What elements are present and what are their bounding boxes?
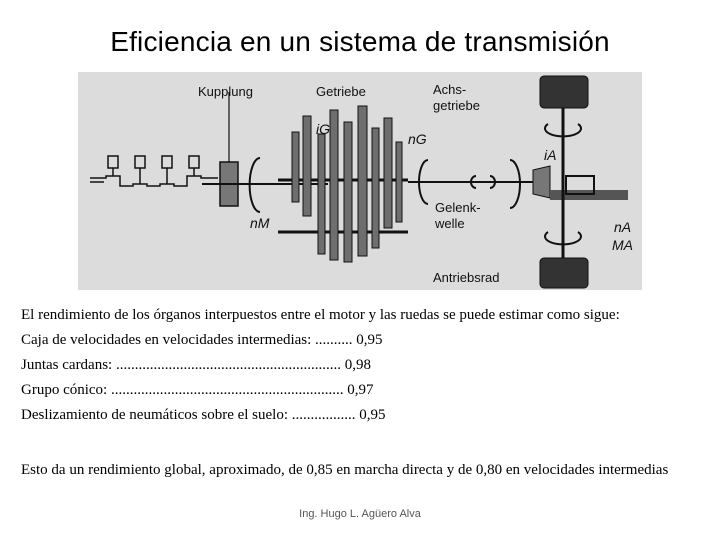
symbol-MA: MA [612,237,633,253]
axle-assembly [533,76,628,288]
intro-paragraph: El rendimiento de los órganos interpuestos entre el motor y las ruedas se puede estimar como sigue: [21,307,620,323]
label-antriebsrad: Antriebsrad [433,270,500,285]
label-achs-line1: Achs- [433,82,467,97]
drivetrain-svg [78,72,642,290]
symbol-nA: nA [614,219,632,235]
label-kupplung: Kupplung [198,84,253,99]
symbol-iA: iA [544,147,557,163]
gearbox [278,106,408,262]
propeller-shaft [408,176,548,188]
slide-title: Eficiencia en un sistema de transmisión [110,26,610,57]
footer-author: Ing. Hugo L. Agüero Alva [299,508,421,520]
conclusion-paragraph: Esto da un rendimiento global, aproximado, de 0,85 en marcha directa y de 0,80 en velocidades intermedias [21,462,669,478]
symbol-nG: nG [408,131,427,147]
label-gelenk-line2: welle [435,216,465,231]
efficiency-list [21,328,386,428]
efficiency-row-cardan-joints: Juntas cardans: ............................................................ 0,98 [21,357,371,373]
efficiency-row-bevel-gear: Grupo cónico: .............................................................. 0,97 [21,382,374,398]
efficiency-row-gearbox: Caja de velocidades en velocidades intermedias: .......... 0,95 [21,332,383,348]
label-gelenk-line1: Gelenk- [435,200,481,215]
symbol-nM: nM [250,215,270,231]
drivetrain-diagram [78,72,642,290]
label-getriebe: Getriebe [316,84,366,99]
efficiency-row-tire-slip: Deslizamiento de neumáticos sobre el suelo: ................. 0,95 [21,407,386,423]
engine-pistons [90,156,218,186]
label-achs-line2: getriebe [433,98,480,113]
symbol-iG: iG [316,121,330,137]
